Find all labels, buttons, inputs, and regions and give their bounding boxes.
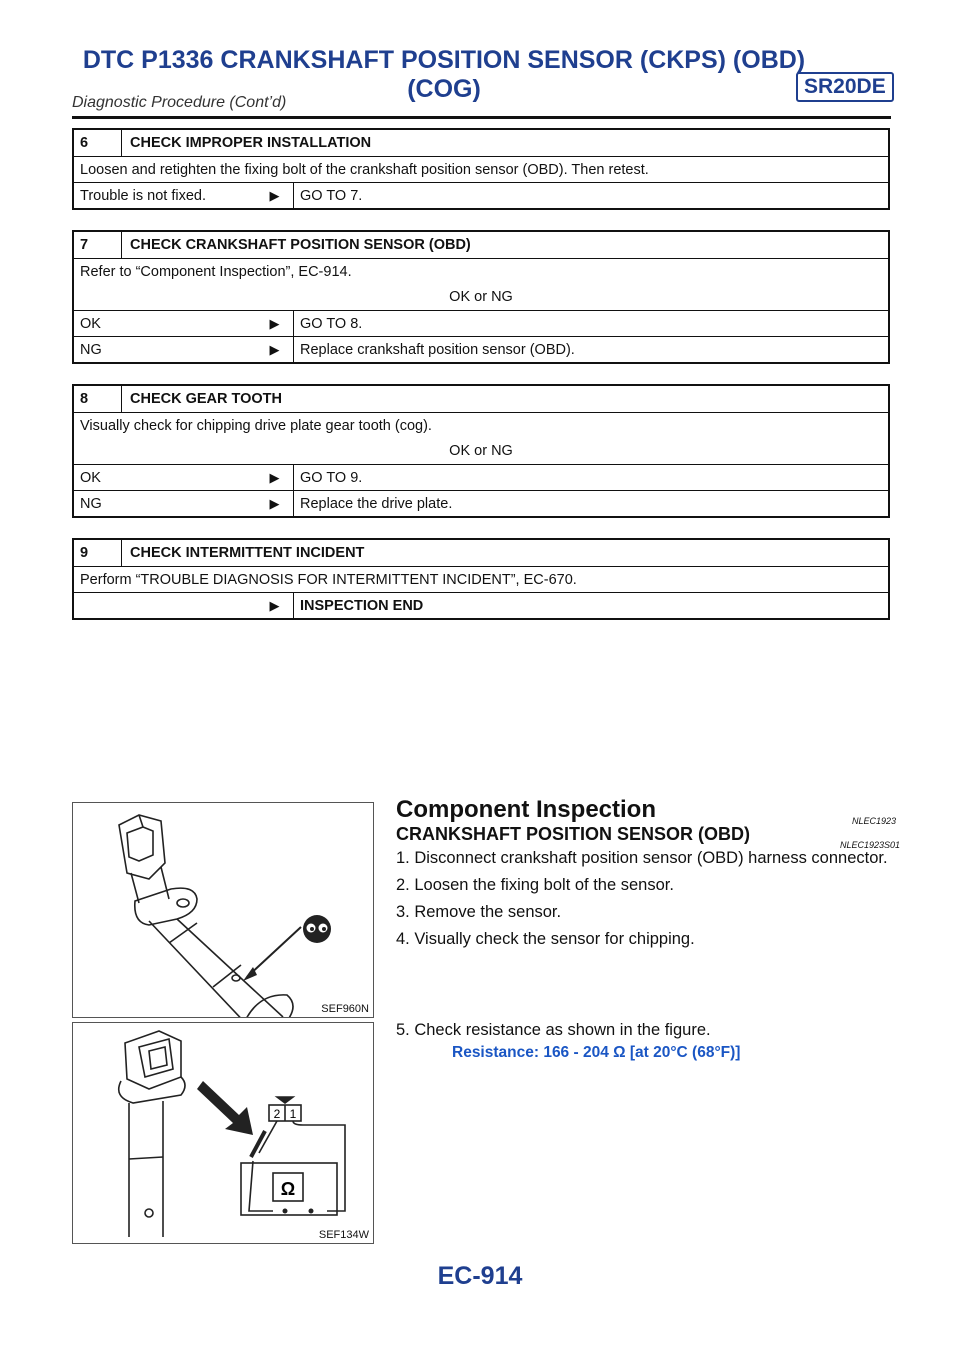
procedure-step: 5. Check resistance as shown in the figure. [396, 1021, 711, 1039]
step-number: 9 [74, 540, 122, 566]
result-action: Replace crankshaft position sensor (OBD). [300, 341, 575, 358]
step-title-row [74, 540, 888, 566]
connector-pin-label: 2 [273, 1107, 281, 1121]
procedure-step: 1. Disconnect crankshaft position sensor (OBD) harness connector. [396, 849, 888, 867]
header-divider [72, 116, 891, 119]
step-number: 8 [74, 386, 122, 412]
arrow-right-icon: ▶ [256, 465, 294, 490]
step-result-row [74, 464, 888, 490]
section-subtitle: CRANKSHAFT POSITION SENSOR (OBD) [396, 824, 751, 844]
step-question-row [74, 438, 888, 464]
step-box-6 [72, 128, 890, 210]
ohm-icon: Ω [280, 1179, 296, 1199]
step-result-row [74, 490, 888, 516]
result-label: NG [80, 495, 102, 512]
page-number: EC-914 [437, 1262, 523, 1290]
result-action: GO TO 9. [300, 469, 363, 486]
figure-code: SEF134W [318, 1229, 369, 1241]
step-title-row [74, 386, 888, 412]
figure-resistance-check [72, 1022, 374, 1244]
step-title: CHECK GEAR TOOTH [130, 391, 282, 407]
arrow-right-icon: ▶ [256, 337, 294, 362]
step-result-row [74, 310, 888, 336]
page-title-line1: DTC P1336 CRANKSHAFT POSITION SENSOR (CKPS) (OBD) [82, 46, 806, 74]
connector-pin-label: 1 [289, 1107, 297, 1121]
engine-badge: SR20DE [796, 72, 894, 102]
arrow-right-icon: ▶ [256, 183, 294, 208]
result-action: GO TO 7. [300, 187, 363, 204]
figure-sensor-chipping [72, 802, 374, 1018]
step-body-row [74, 258, 888, 284]
section-title: Component Inspection [396, 796, 656, 823]
step-result-row [74, 336, 888, 362]
arrow-right-icon: ▶ [256, 311, 294, 336]
step-body-row [74, 156, 888, 182]
step-result-row [74, 182, 888, 208]
step-result-row [74, 592, 888, 618]
result-label: Trouble is not fixed. [80, 187, 206, 204]
step-body: Perform “TROUBLE DIAGNOSIS FOR INTERMITTENT INCIDENT”, EC-670. [80, 571, 577, 588]
step-title: CHECK INTERMITTENT INCIDENT [130, 545, 365, 561]
step-number: 6 [74, 130, 122, 156]
step-body-row [74, 412, 888, 438]
step-question-row [74, 284, 888, 310]
step-body: Refer to “Component Inspection”, EC-914. [80, 263, 352, 280]
result-label: NG [80, 341, 102, 358]
page-subtitle: Diagnostic Procedure (Cont’d) [72, 94, 287, 111]
sensor-illustration [73, 803, 373, 1017]
page-title-line2: (COG) [407, 75, 481, 103]
figure-code: SEF960N [321, 1003, 369, 1015]
section-subcode: NLEC1923S01 [840, 840, 901, 850]
step-box-9 [72, 538, 890, 620]
procedure-step: 4. Visually check the sensor for chipping. [396, 930, 695, 948]
step-title: CHECK CRANKSHAFT POSITION SENSOR (OBD) [130, 237, 471, 253]
resistance-spec: Resistance: 166 - 204 Ω [at 20°C (68°F)] [452, 1044, 741, 1061]
procedure-step: 3. Remove the sensor. [396, 903, 562, 921]
step-body: Loosen and retighten the fixing bolt of the crankshaft position sensor (OBD). Then retest. [80, 161, 649, 178]
result-action: Replace the drive plate. [300, 495, 453, 512]
step-number: 7 [74, 232, 122, 258]
step-body: Visually check for chipping drive plate gear tooth (cog). [80, 417, 432, 434]
step-body-row [74, 566, 888, 592]
step-title-row [74, 232, 888, 258]
resistance-illustration [73, 1023, 373, 1243]
arrow-right-icon: ▶ [256, 593, 294, 618]
result-label: OK [80, 315, 101, 332]
procedure-list-a [396, 848, 892, 956]
step-question: OK or NG [449, 289, 513, 305]
step-title: CHECK IMPROPER INSTALLATION [130, 135, 372, 151]
section-code: NLEC1923 [852, 816, 897, 826]
step-question: OK or NG [449, 443, 513, 459]
step-box-8 [72, 384, 890, 518]
result-action: INSPECTION END [300, 597, 424, 614]
step-title-row [74, 130, 888, 156]
result-label: OK [80, 469, 101, 486]
step-box-7 [72, 230, 890, 364]
procedure-list-b [396, 1020, 892, 1047]
arrow-right-icon: ▶ [256, 491, 294, 516]
procedure-step: 2. Loosen the fixing bolt of the sensor. [396, 876, 674, 894]
result-action: GO TO 8. [300, 315, 363, 332]
